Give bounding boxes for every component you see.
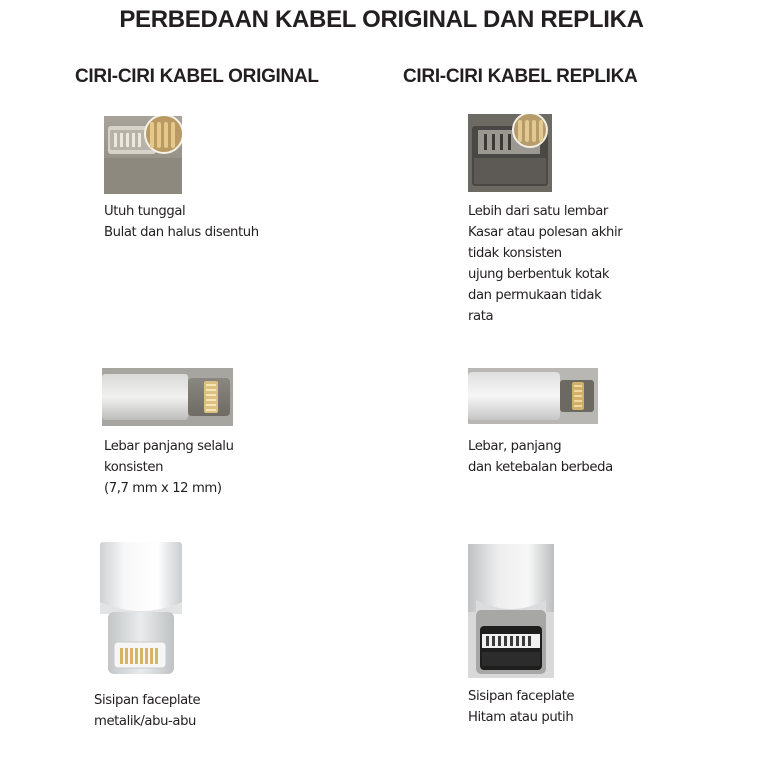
desc-line: konsisten bbox=[104, 460, 164, 475]
original-desc-1 bbox=[104, 201, 259, 243]
original-heading: CIRI-CIRI KABEL ORIGINAL bbox=[75, 66, 319, 87]
replika-heading: CIRI-CIRI KABEL REPLIKA bbox=[403, 66, 638, 87]
original-desc-2 bbox=[104, 436, 234, 499]
replika-desc-2 bbox=[468, 436, 613, 478]
desc-line: Kasar atau polesan akhir bbox=[468, 225, 623, 240]
replika-faceplate-photo bbox=[468, 544, 554, 678]
desc-line: Lebih dari satu lembar bbox=[468, 204, 608, 219]
original-side-photo bbox=[102, 368, 233, 426]
original-faceplate-photo bbox=[96, 542, 186, 678]
replika-desc-1 bbox=[468, 201, 622, 327]
desc-line: ujung berbentuk kotak bbox=[468, 267, 610, 282]
replika-tip-photo bbox=[468, 114, 552, 192]
replika-desc-3 bbox=[468, 686, 574, 728]
desc-line: Sisipan faceplate bbox=[94, 693, 201, 708]
desc-line: Lebar, panjang bbox=[468, 439, 562, 454]
desc-line: dan permukaan tidak bbox=[468, 288, 602, 303]
desc-line: tidak konsisten bbox=[468, 246, 562, 261]
original-tip-photo bbox=[104, 116, 182, 194]
desc-line: rata bbox=[468, 309, 494, 324]
page-title: PERBEDAAN KABEL ORIGINAL DAN REPLIKA bbox=[119, 6, 644, 33]
desc-line: Lebar panjang selalu bbox=[104, 439, 234, 454]
original-desc-3 bbox=[94, 690, 200, 732]
desc-line: Bulat dan halus disentuh bbox=[104, 225, 259, 240]
desc-line: Utuh tunggal bbox=[104, 204, 186, 219]
desc-line: (7,7 mm x 12 mm) bbox=[104, 481, 222, 496]
desc-line: dan ketebalan berbeda bbox=[468, 460, 613, 475]
replika-side-photo bbox=[468, 368, 598, 424]
desc-line: Sisipan faceplate bbox=[468, 689, 575, 704]
desc-line: metalik/abu-abu bbox=[94, 714, 196, 729]
desc-line: Hitam atau putih bbox=[468, 710, 574, 725]
